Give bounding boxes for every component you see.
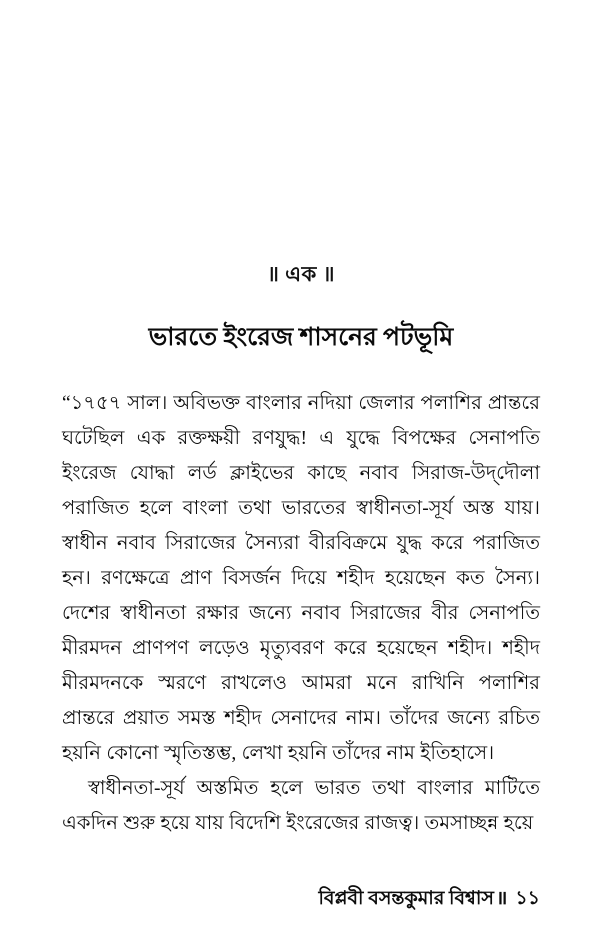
body-text [62,386,540,841]
chapter-title: ভারতে ইংরেজ শাসনের পটভূমি [148,323,454,351]
page-footer [62,884,540,916]
paragraph-1: “১৭৫৭ সাল। অবিভক্ত বাংলার নদিয়া জেলার পলাশির প্রান্তরে ঘটেছিল এক রক্তক্ষয়ী রণযুদ্ধ! এ যুদ্ধে বিপক্ষের সেনাপতি ইংরেজ যোদ্ধা লর্ড ক্লাইভের কাছে নবাব সিরাজ-উদ্‌দৌলা পরাজিত হলে বাংলা তথা ভারতের স্বাধীনতা-সূর্য অস্ত যায়। স্বাধীন নবাব সিরাজের সৈন্যরা বীরবিক্রমে যুদ্ধ করে পরাজিত হন। রণক্ষেত্রে প্রাণ বিসর্জন দিয়ে শহীদ হয়েছেন কত সৈন্য। দেশের স্বাধীনতা রক্ষার জন্যে নবাব সিরাজের বীর সেনাপতি মীরমদন প্রাণপণ লড়েও মৃত্যুবরণ করে হয়েছেন শহীদ। শহীদ মীরমদনকে স্মরণে রাখলেও আমরা মনে রাখিনি পলাশির প্রান্তরে প্রয়াত সমস্ত শহীদ সেনাদের নাম। তাঁদের জন্যে রচিত হয়নি কোনো স্মৃতিস্তম্ভ, লেখা হয়নি তাঁদের নাম ইতিহাসে। [62,393,540,764]
chapter-marker: ॥ এক ॥ [267,262,335,286]
paragraph-2: স্বাধীনতা-সূর্য অস্তমিত হলে ভারত তথা বাংলার মাটিতে একদিন শুরু হয়ে যায় বিদেশি ইংরেজের রাজত্ব। তমসাচ্ছন্ন হয়ে [62,778,540,834]
page-content [62,0,540,944]
footer-book-title: বিপ্লবী বসন্তকুমার বিশ্বাস [318,888,494,909]
page-number: ১১ [515,888,540,909]
footer-separator: ॥ [495,888,508,909]
